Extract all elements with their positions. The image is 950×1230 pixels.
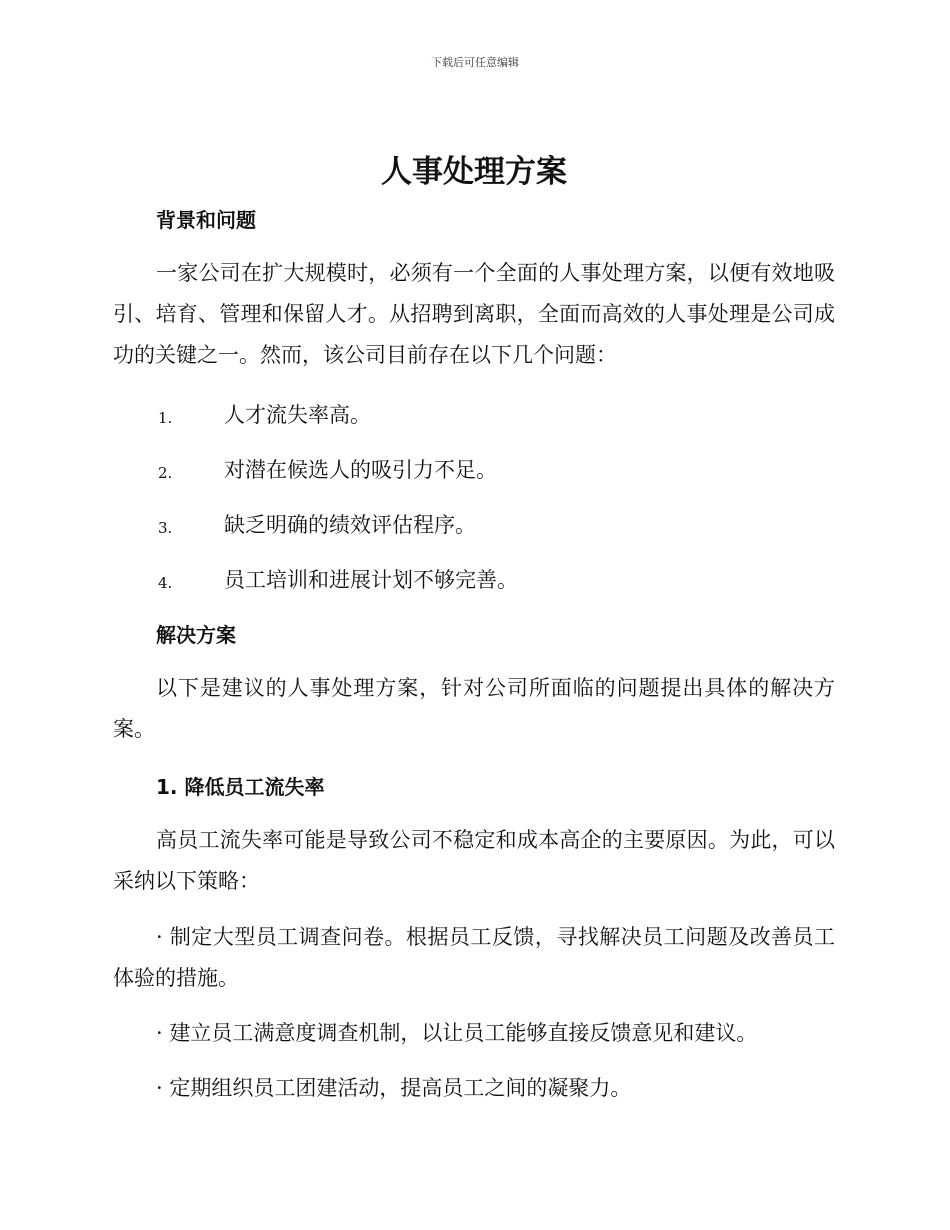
solution-paragraph: 以下是建议的人事处理方案，针对公司所面临的问题提出具体的解决方案。 [113,676,835,741]
strategy-bullet: · 定期组织员工团建活动，提高员工之间的凝聚力。 [156,1076,632,1100]
problem-text: 员工培训和进展计划不够完善。 [224,568,518,592]
download-note: 下载后可任意编辑 [431,56,519,69]
strategy-bullet: · 制定大型员工调查问卷。根据员工反馈，寻找解决员工问题及改善员工体验的措施。 [113,925,835,990]
problem-text: 人才流失率高。 [224,403,371,427]
problem-number: 4. [158,574,173,592]
problem-text: 对潜在候选人的吸引力不足。 [224,458,497,482]
problem-number: 1. [158,409,173,427]
section-heading-solution: 解决方案 [156,623,236,647]
problem-number: 2. [158,464,173,482]
problem-text: 缺乏明确的绩效评估程序。 [224,513,476,537]
turnover-paragraph: 高员工流失率可能是导致公司不稳定和成本高企的主要原因。为此，可以采纳以下策略： [113,828,835,893]
problem-number: 3. [158,519,173,537]
document-title: 人事处理方案 [381,154,567,190]
subsection-heading-turnover: 1. 降低员工流失率 [156,775,325,799]
strategy-bullet: · 建立员工满意度调查机制，以让员工能够直接反馈意见和建议。 [156,1021,758,1045]
background-paragraph: 一家公司在扩大规模时，必须有一个全面的人事处理方案，以便有效地吸引、培育、管理和保留人才。从招聘到离职，全面而高效的人事处理是公司成功的关键之一。然而，该公司目前存在以下几个问题： [113,261,835,367]
section-heading-background: 背景和问题 [156,208,256,232]
